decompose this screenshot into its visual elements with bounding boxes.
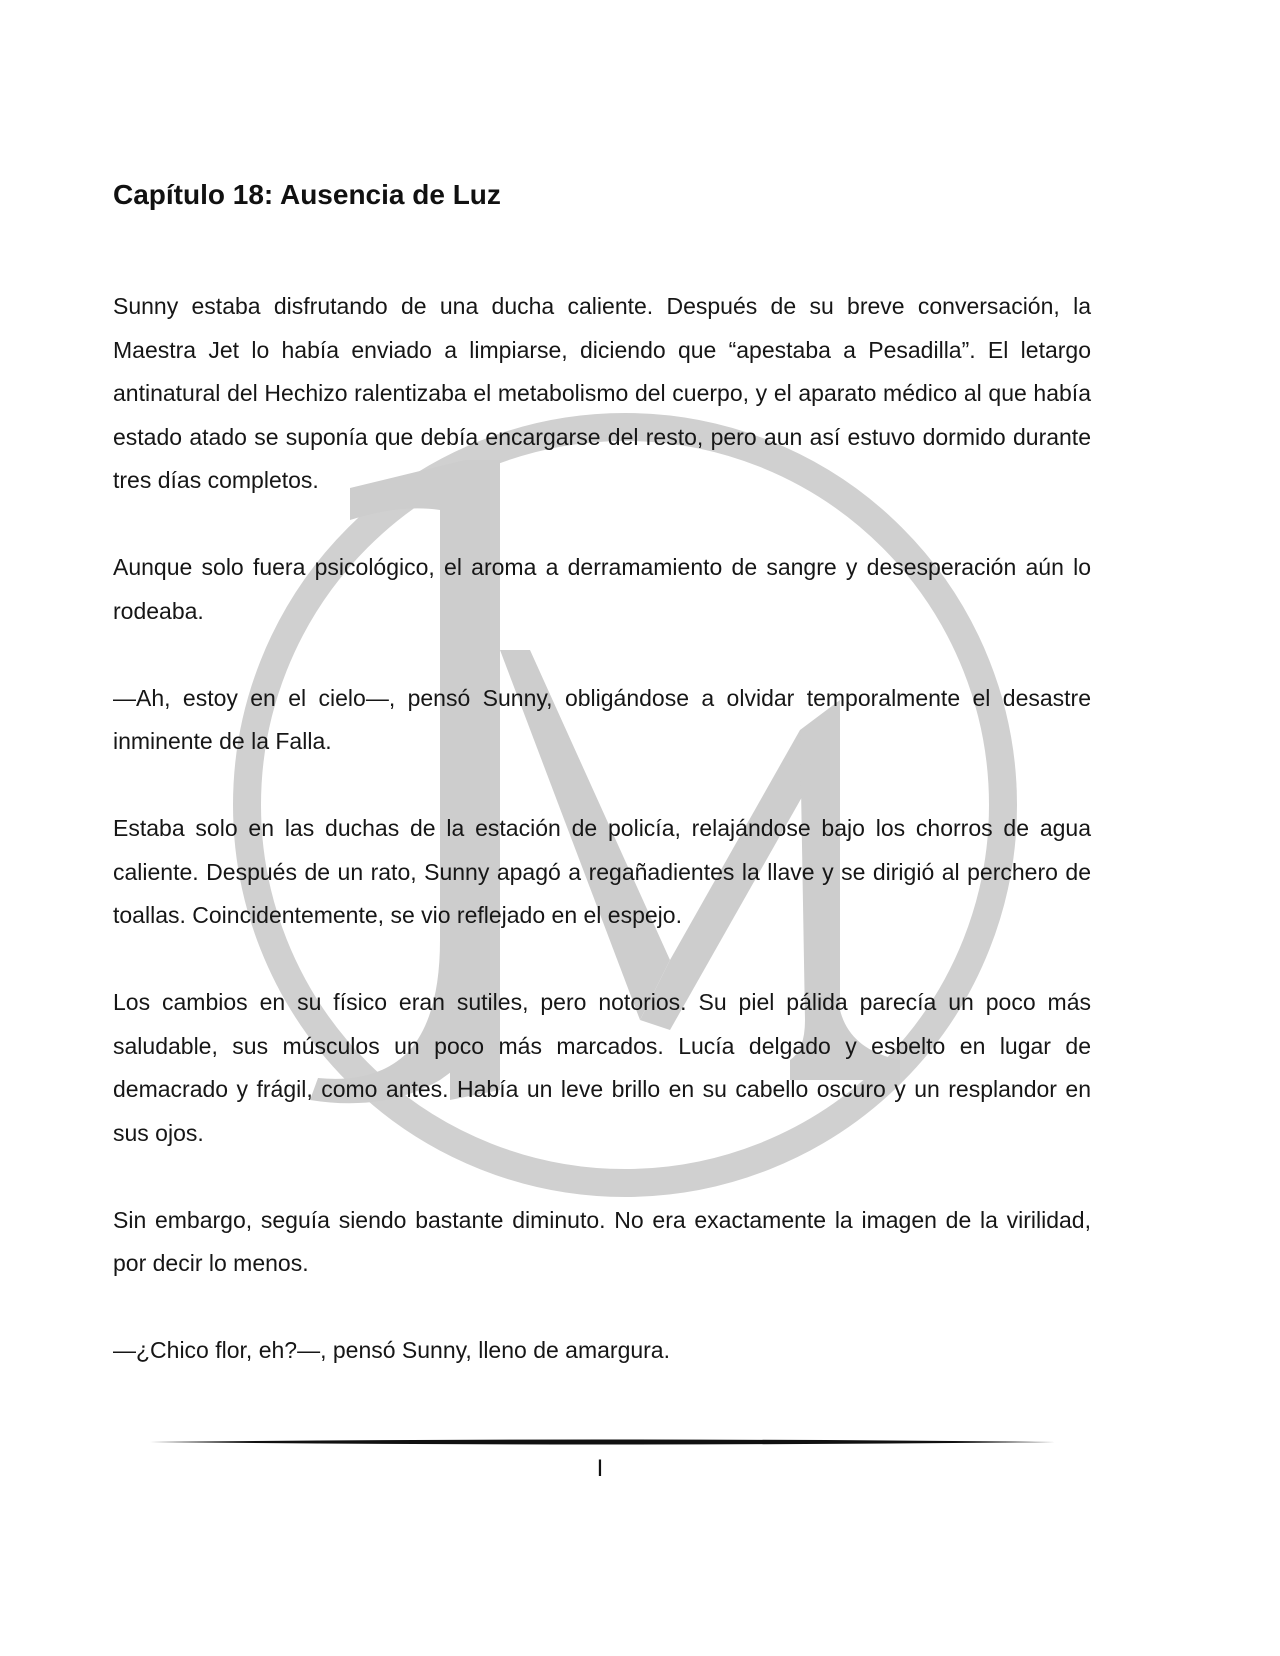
paragraph-7: —¿Chico flor, eh?—, pensó Sunny, lleno de amargura.: [113, 1337, 670, 1363]
page-content: [113, 175, 1091, 1416]
chapter-title: Capítulo 18: Ausencia de Luz: [113, 179, 501, 210]
paragraph-2: Aunque solo fuera psicológico, el aroma a derramamiento de sangre y desesperación aún lo rodeaba.: [113, 554, 1091, 624]
paragraph-6: Sin embargo, seguía siendo bastante diminuto. No era exactamente la imagen de la virilidad, por decir lo menos.: [113, 1206, 1091, 1276]
page-number: I: [596, 1455, 604, 1482]
paragraph-1: Sunny estaba disfrutando de una ducha caliente. Después de su breve conversación, la Maestra Jet lo había enviado a limpiarse, diciendo que “apestaba a Pesadilla”. El letargo antinatural del Hechizo ralentizaba el metabolismo del cuerpo, y el aparato médico al que había estado atado se suponía que debía encargarse del resto, pero aun así estuvo dormido durante tres días completos.: [113, 293, 1091, 493]
footer-divider: [150, 1437, 1055, 1447]
paragraph-5: Los cambios en su físico eran sutiles, pero notorios. Su piel pálida parecía un poco más saludable, sus músculos un poco más marcados. Lucía delgado y esbelto en lugar de demacrado y frágil, como antes. Había un leve brillo en su cabello oscuro y un resplandor en sus ojos.: [113, 989, 1091, 1146]
paragraph-3: —Ah, estoy en el cielo—, pensó Sunny, obligándose a olvidar temporalmente el desastre inminente de la Falla.: [113, 684, 1091, 754]
paragraph-4: Estaba solo en las duchas de la estación de policía, relajándose bajo los chorros de agua caliente. Después de un rato, Sunny apagó a regañadientes la llave y se dirigió al perchero de toallas. Coincidentemente, se vio reflejado en el espejo.: [113, 815, 1091, 928]
